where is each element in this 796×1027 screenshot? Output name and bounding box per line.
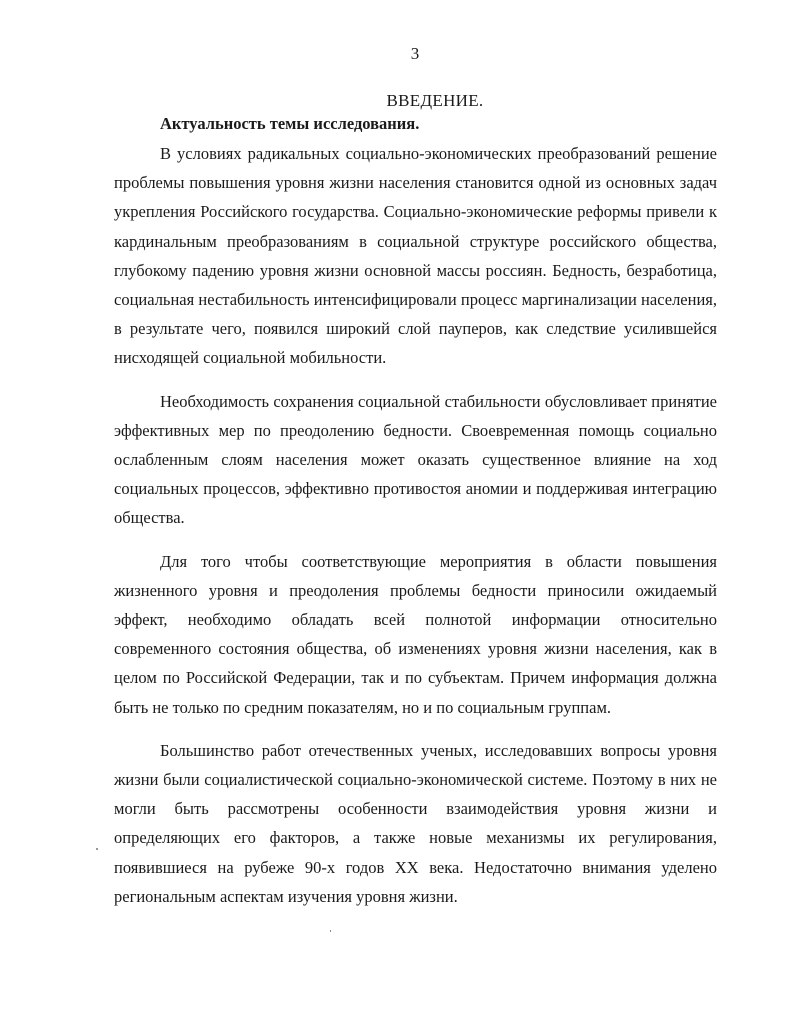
paragraph-4: Большинство работ отечественных ученых, исследовавших вопросы уровня жизни были социалистической социально-экономической системе. Поэтому в них не могли быть рассмотрены особенности взаимодействия уровня жизни и определяющих его факторов, а также новые механизмы их регулирования, появившиеся на рубеже 90-х годов XX века. Недостаточно внимания уделено региональным аспектам изучения уровня жизни. [114,740,717,906]
page-number: 3 [410,44,420,63]
paragraph-1: В условиях радикальных социально-экономических преобразований решение проблемы повышения уровня жизни населения становится одной из основных задач укрепления Российского государства. Социально-экономические реформы привели к кардинальным преобразованиям в социальной структуре российского общества, глубокому падению уровня жизни основной массы россиян. Бедность, безработица, социальная нестабильность интенсифицировали процесс маргинализации населения, в результате чего, появился широкий слой пауперов, как следствие усилившейся нисходящей социальной мобильности. [114,144,717,368]
scan-speck [330,930,331,932]
paragraph-3: Для того чтобы соответствующие мероприятия в области повышения жизненного уровня и преодоления проблемы бедности приносили ожидаемый эффект, необходимо обладать всей полнотой информации относительно современного состояния общества, об изменениях уровня жизни населения, как в целом по Российской Федерации, так и по субъектам. Причем информация должна быть не только по средним показателям, но и по социальным группам. [114,551,717,717]
scan-speck [96,848,98,850]
subsection-heading: Актуальность темы исследования. [160,114,420,133]
section-heading: ВВЕДЕНИЕ. [386,91,484,110]
body-text [114,139,717,925]
paragraph-2: Необходимость сохранения социальной стабильности обусловливает принятие эффективных мер по преодолению бедности. Своевременная помощь социально ослабленным слоям населения может оказать существенное влияние на ход социальных процессов, эффективно противостоя аномии и поддерживая интеграцию общества. [114,391,717,528]
